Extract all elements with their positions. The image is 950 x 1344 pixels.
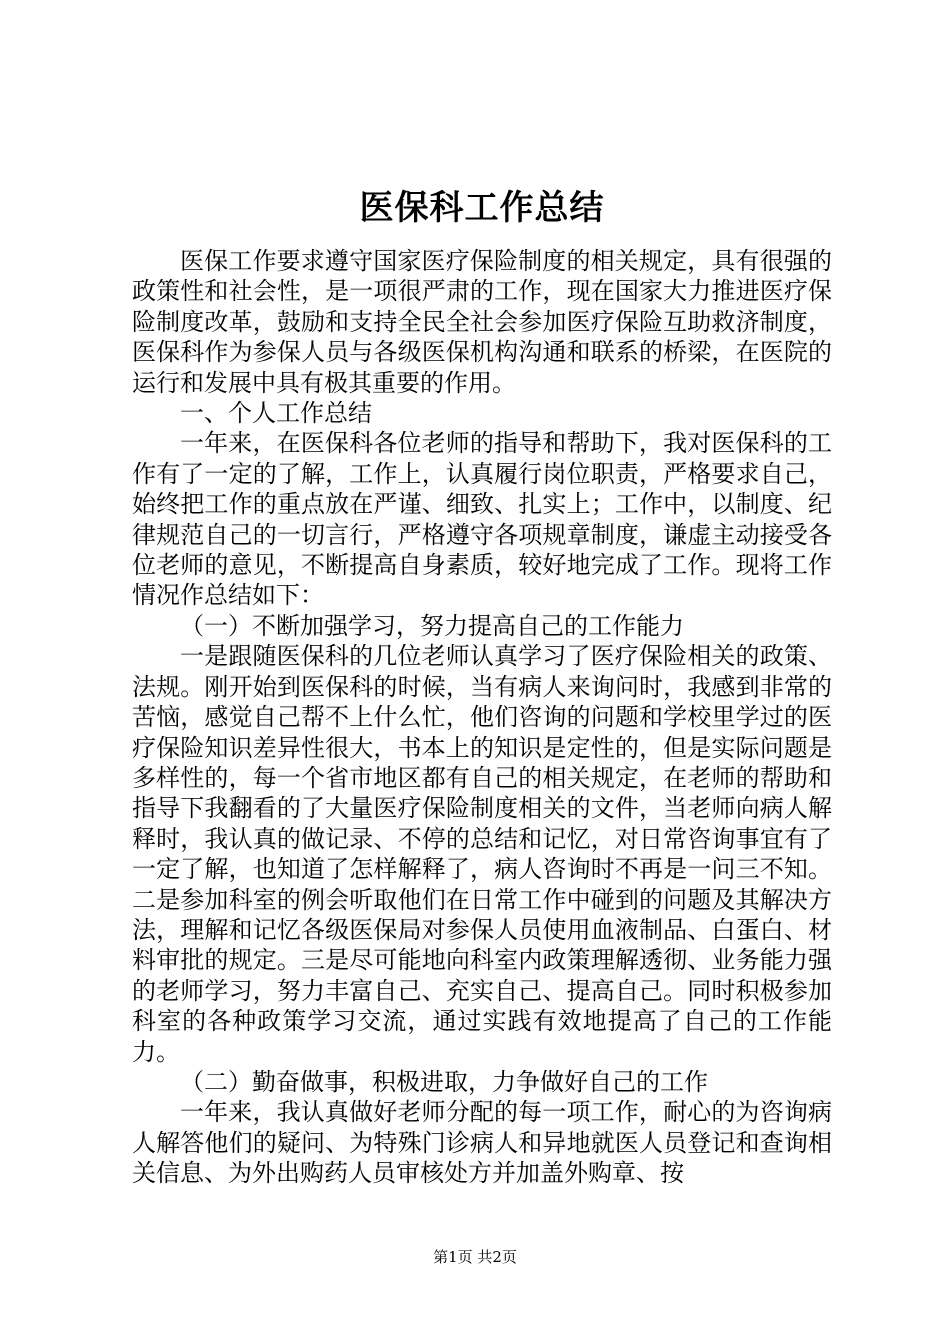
paragraph-diligence: 一年来，我认真做好老师分配的每一项工作，耐心的为咨询病人解答他们的疑问、为特殊门诊病人和异地就医人员登记和查询相关信息、为外出购药人员审核处方并加盖外购章、按 bbox=[132, 1098, 832, 1188]
document-title: 医保科工作总结 bbox=[359, 188, 605, 228]
subsection-heading-study: （一）不断加强学习，努力提高自己的工作能力 bbox=[180, 611, 684, 640]
document-page bbox=[132, 180, 832, 1189]
subsection-heading-diligence: （二）勤奋做事，积极进取，力争做好自己的工作 bbox=[180, 1067, 708, 1096]
page-footer: 第1页 共2页 bbox=[433, 1248, 517, 1266]
paragraph-intro: 医保工作要求遵守国家医疗保险制度的相关规定，具有很强的政策性和社会性，是一项很严肃的工作，现在国家大力推进医疗保险制度改革，鼓励和支持全民全社会参加医疗保险互助救济制度，医保科作为参保人员与各级医保机构沟通和联系的桥梁，在医院的运行和发展中具有极其重要的作用。 bbox=[132, 247, 832, 397]
paragraph-overview: 一年来，在医保科各位老师的指导和帮助下，我对医保科的工作有了一定的了解，工作上，认真履行岗位职责，严格要求自己，始终把工作的重点放在严谨、细致、扎实上；工作中，以制度、纪律规范自己的一切言行，严格遵守各项规章制度，谦虚主动接受各位老师的意见，不断提高自身素质，较好地完成了工作。现将工作情况作总结如下： bbox=[132, 429, 832, 610]
paragraph-study: 一是跟随医保科的几位老师认真学习了医疗保险相关的政策、法规。刚开始到医保科的时候，当有病人来询问时，我感到非常的苦恼，感觉自己帮不上什么忙，他们咨询的问题和学校里学过的医疗保险知识差异性很大，书本上的知识是定性的，但是实际问题是多样性的，每一个省市地区都有自己的相关规定，在老师的帮助和指导下我翻看的了大量医疗保险制度相关的文件，当老师向病人解释时，我认真的做记录、不停的总结和记忆，对日常咨询事宜有了一定了解，也知道了怎样解释了，病人咨询时不再是一问三不知。二是参加科室的例会听取他们在日常工作中碰到的问题及其解决方法，理解和记忆各级医保局对参保人员使用血液制品、白蛋白、材料审批的规定。三是尽可能地向科室内政策理解透彻、业务能力强的老师学习，努力丰富自己、充实自己、提高自己。同时积极参加科室的各种政策学习交流，通过实践有效地提高了自己的工作能力。 bbox=[132, 642, 832, 1066]
section-heading-personal-summary: 一、个人工作总结 bbox=[180, 399, 372, 428]
